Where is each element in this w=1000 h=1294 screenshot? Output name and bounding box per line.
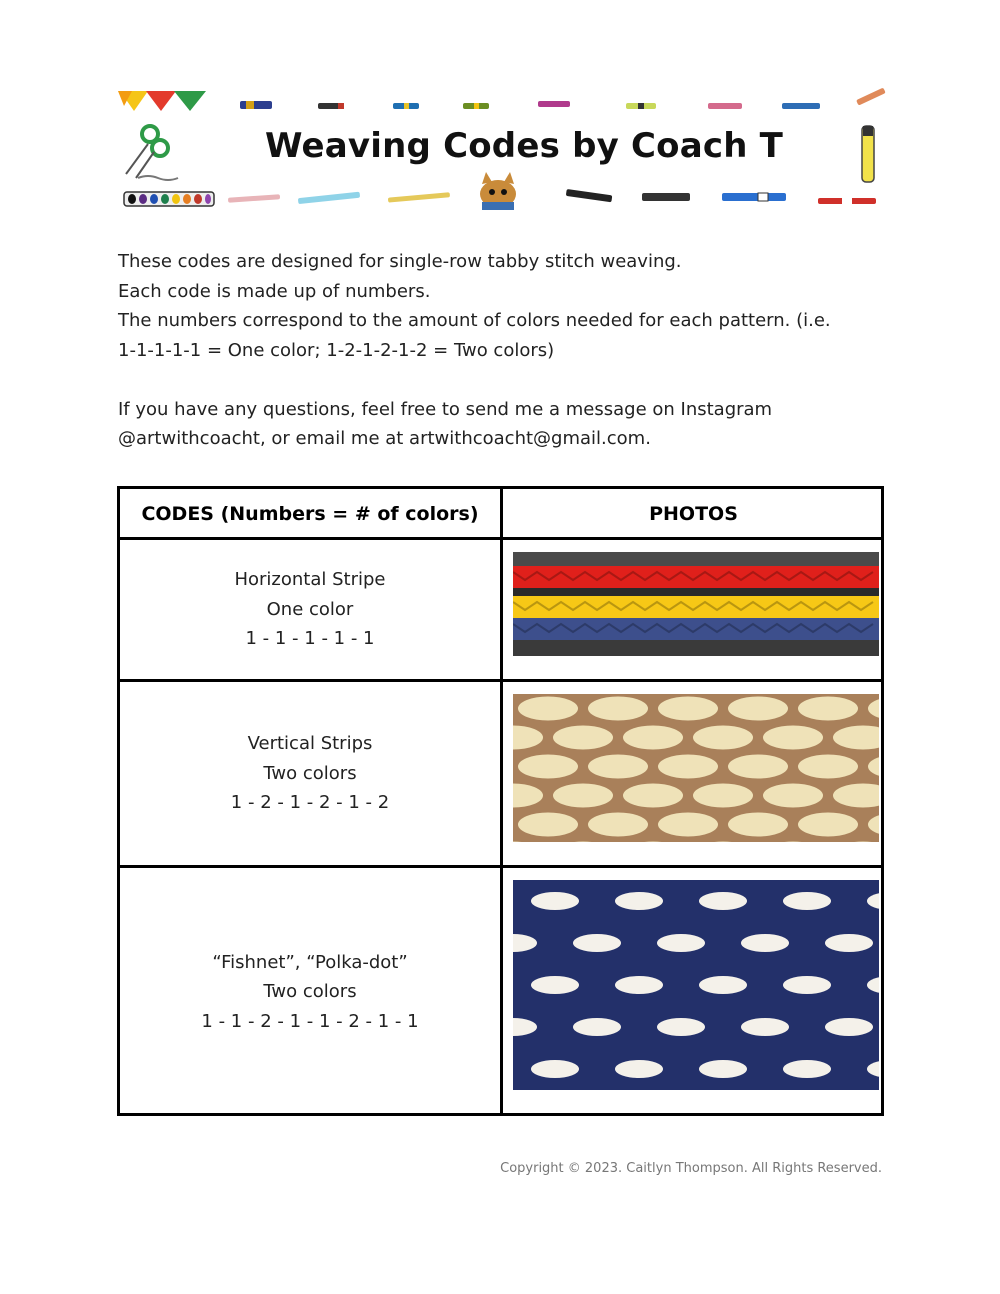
- photo-horizontal-stripe: [513, 552, 879, 656]
- pattern-code: 1 - 1 - 2 - 1 - 1 - 2 - 1 - 1: [201, 1010, 419, 1032]
- copyright-notice: Copyright © 2023. Caitlyn Thompson. All Rights Reserved.: [500, 1161, 882, 1176]
- intro-line: The numbers correspond to the amount of colors needed for each pattern. (i.e.: [118, 310, 831, 331]
- pattern-name: “Fishnet”, “Polka-dot”: [212, 951, 408, 973]
- intro-line: 1-1-1-1-1 = One color; 1-2-1-2-1-2 = Two colors): [118, 339, 555, 361]
- column-divider: [500, 489, 503, 1113]
- pattern-name: Horizontal Stripe: [234, 569, 386, 591]
- photo-fishnet-polka-dot: [513, 880, 879, 1090]
- contact-line: If you have any questions, feel free to send me a message on Instagram: [118, 398, 773, 420]
- pattern-colors: Two colors: [263, 981, 357, 1003]
- photo-vertical-strips: [513, 694, 879, 842]
- weaving-codes-table: [117, 486, 884, 1116]
- intro-line: Each code is made up of numbers.: [118, 280, 431, 302]
- intro-text: [118, 247, 898, 454]
- code-cell-horizontal-stripe: [120, 540, 500, 679]
- code-cell-fishnet-polka-dot: [120, 868, 500, 1116]
- header-codes: CODES (Numbers = # of colors): [141, 503, 479, 525]
- pattern-name: Vertical Strips: [247, 733, 373, 755]
- code-cell-vertical-strips: [120, 682, 500, 865]
- pattern-code: 1 - 2 - 1 - 2 - 1 - 2: [230, 792, 390, 814]
- page-title: Weaving Codes by Coach T: [265, 126, 784, 166]
- pattern-code: 1 - 1 - 1 - 1 - 1: [245, 628, 375, 650]
- pattern-colors: One color: [266, 598, 354, 620]
- header-photos: PHOTOS: [649, 503, 738, 525]
- contact-line: @artwithcoacht, or email me at artwithcoacht@gmail.com.: [118, 428, 651, 449]
- pattern-colors: Two colors: [263, 762, 357, 784]
- intro-line: These codes are designed for single-row tabby stitch weaving.: [118, 251, 682, 272]
